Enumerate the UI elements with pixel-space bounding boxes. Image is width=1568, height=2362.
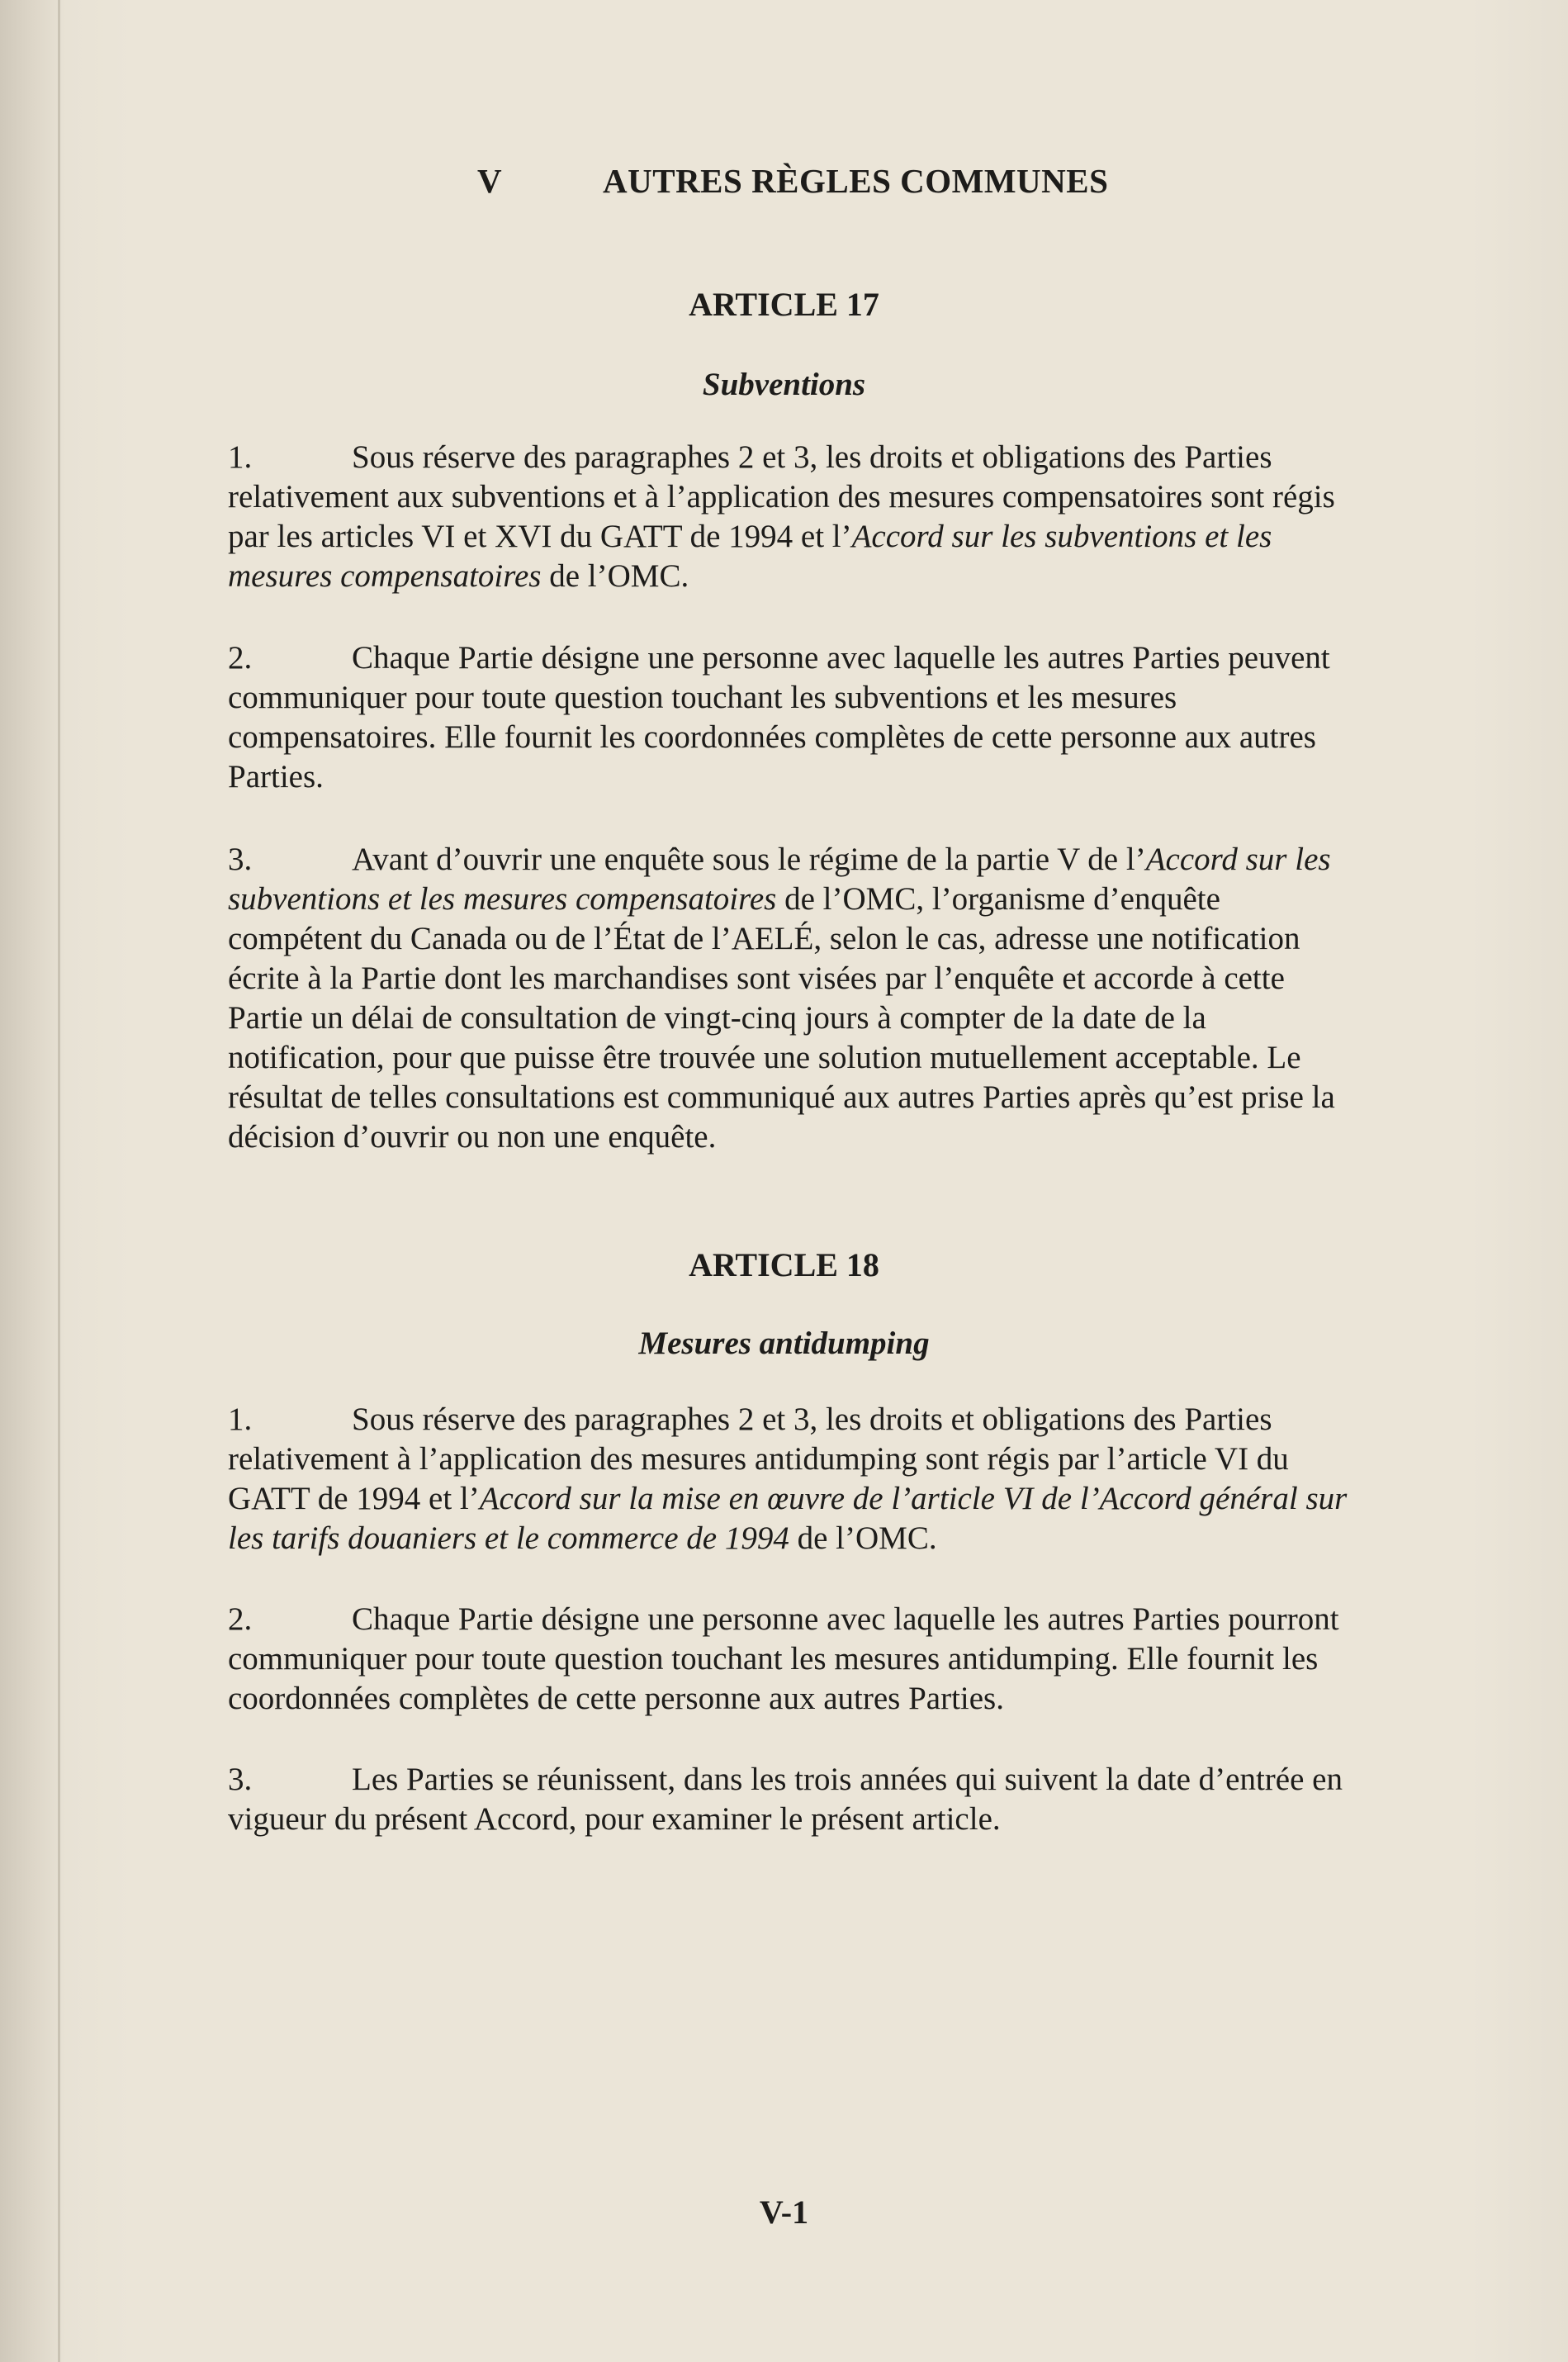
paragraph-text-end: de l’OMC. [789,1520,937,1556]
part-title: AUTRES RÈGLES COMMUNES [603,162,1109,200]
paragraph-italic-title: Accord sur les subventions et les mesures compensatoires [228,842,1331,917]
paragraph-text: Chaque Partie désigne une personne avec laquelle les autres Parties pourront communiquer pour toute question touchant les mesures antidumping. Elle fournit les coordonnées complètes de cette personne aux autres Parties. [228,1601,1339,1716]
paragraph-number: 3. [228,842,253,877]
paragraph-italic-title: Accord sur les subventions et les mesures compensatoires [228,519,1272,594]
article-17-paragraph-3 [228,840,1351,1157]
article-17-paragraph-1 [228,438,1351,596]
paragraph-number: 1. [228,439,253,475]
article-17-subtitle: Subventions [702,367,866,402]
article-18-subtitle: Mesures antidumping [638,1326,930,1361]
page-number: V-1 [759,2194,809,2231]
article-18-paragraph-1 [228,1400,1351,1558]
paragraph-text-end: de l’OMC. [541,558,689,594]
article-17-paragraph-2 [228,638,1351,797]
paragraph-text: Avant d’ouvrir une enquête sous le régime de la partie V de l’ [352,842,1146,877]
paragraph-number: 1. [228,1402,253,1437]
paragraph-text-end: de l’OMC, l’organisme d’enquête compétent du Canada ou de l’État de l’AELÉ, selon le cas, adresse une notification écrite à la Partie dont les marchandises sont visées par l’enquête et accorde à cette Partie un délai de consultation de vingt-cinq jours à compter de la date de la notification, pour que puisse être trouvée une solution mutuellement acceptable. Le résultat de telles consultations est communiqué aux autres Parties après qu’est prise la décision d’ouvrir ou non une enquête. [228,881,1335,1155]
article-18-paragraph-2 [228,1600,1351,1719]
part-heading [0,161,1568,211]
paragraph-number: 3. [228,1762,253,1797]
paragraph-number: 2. [228,1601,253,1637]
article-18-paragraph-3 [228,1760,1351,1839]
paragraph-italic-title: Accord sur la mise en œuvre de l’article VI de l’Accord général sur les tarifs douaniers et le commerce de 1994 [228,1481,1348,1556]
part-number: V [477,162,503,200]
article-17-title: ARTICLE 17 [689,286,879,323]
paragraph-text: Chaque Partie désigne une personne avec laquelle les autres Parties peuvent communiquer pour toute question touchant les subventions et les mesures compensatoires. Elle fournit les coordonnées complètes de cette personne aux autres Parties. [228,640,1330,794]
paragraph-text: Sous réserve des paragraphes 2 et 3, les droits et obligations des Parties relativement aux subventions et à l’application des mesures compensatoires sont régis par les articles VI et XVI du GATT de 1994 et l’ [228,439,1335,554]
paragraph-number: 2. [228,640,253,676]
paragraph-text: Sous réserve des paragraphes 2 et 3, les droits et obligations des Parties relativement à l’application des mesures antidumping sont régis par l’article VI du GATT de 1994 et l’ [228,1402,1289,1516]
paragraph-text: Les Parties se réunissent, dans les trois années qui suivent la date d’entrée en vigueur du présent Accord, pour examiner le présent article. [228,1762,1343,1837]
binding-edge [58,0,60,2362]
article-18-title: ARTICLE 18 [689,1246,879,1283]
